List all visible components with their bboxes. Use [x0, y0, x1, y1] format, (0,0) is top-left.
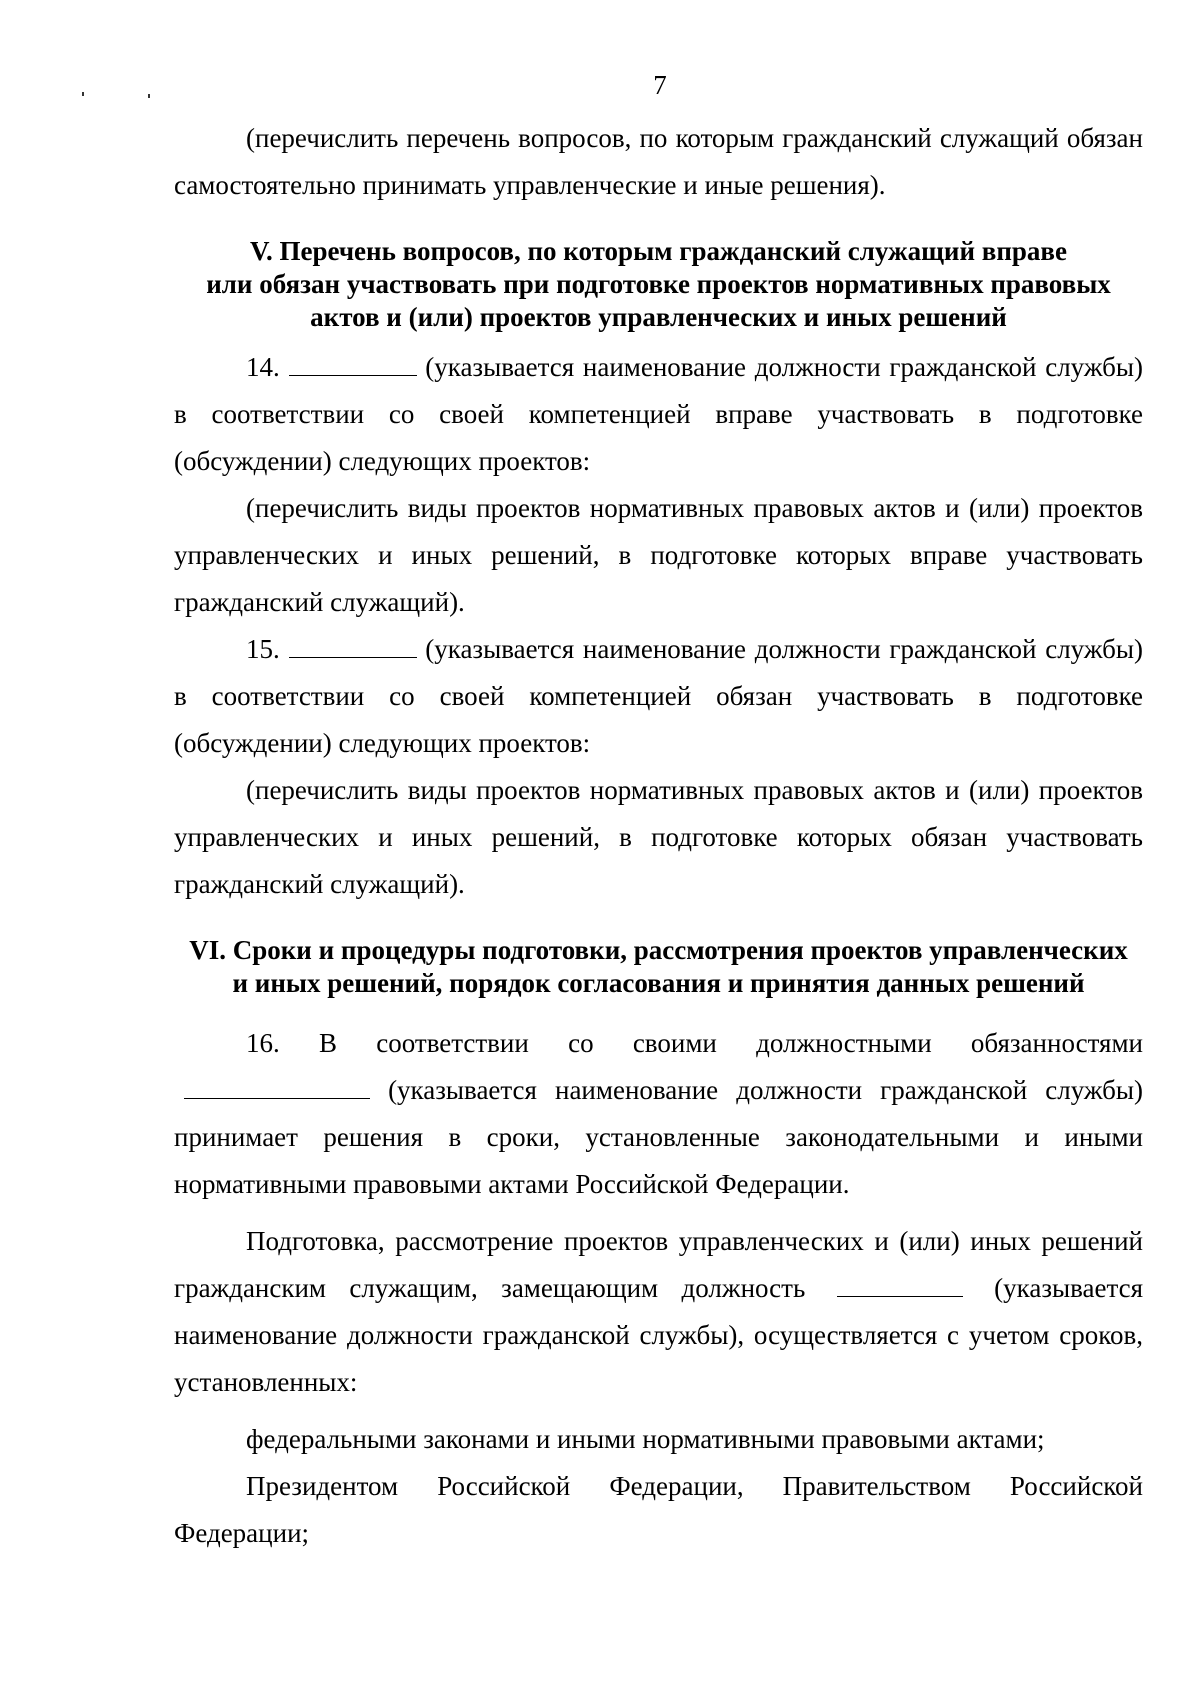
section-vi-heading-line: VI. Сроки и процедуры подготовки, рассмотрения проектов управленческих	[189, 935, 1128, 965]
item-14-note: (перечислить виды проектов нормативных правовых актов и (или) проектов управленческих и иных решений, в подготовке которых вправе участвовать гражданский служащий).	[174, 493, 1143, 617]
section-v-heading	[174, 235, 1143, 334]
section-vi-heading-line: и иных решений, порядок согласования и принятия данных решений	[232, 968, 1085, 998]
section-v-heading-line: актов и (или) проектов управленческих и иных решений	[310, 302, 1007, 332]
preparation-text: (указывается наименование должности гражданской службы), осуществляется с учетом сроков, установленных:	[174, 1273, 1144, 1397]
item-14-text: (указывается наименование должности гражданской службы) в соответствии со своей компетенцией вправе участвовать в подготовке (обсуждении) следующих проектов:	[174, 352, 1143, 476]
preparation-start: Подготовка, рассмотрение проектов управленческих и (или) иных решений гражданским служащим, замещающим должность	[174, 1226, 1143, 1303]
item-15	[174, 626, 1143, 767]
section-v-heading-line: или обязан участвовать при подготовке проектов нормативных правовых	[206, 269, 1111, 299]
item-15-number: 15.	[246, 634, 280, 664]
item-16-start: 16. В соответствии со своими должностными обязанностями	[246, 1028, 1143, 1058]
blank-line	[837, 1274, 963, 1297]
blank-line	[289, 635, 417, 658]
list-item: Президентом Российской Федерации, Правительством Российской Федерации;	[174, 1471, 1143, 1548]
preparation-paragraph	[174, 1218, 1143, 1406]
section-v-heading-line: V. Перечень вопросов, по которым гражданский служащий вправе	[250, 236, 1067, 266]
item-15-note: (перечислить виды проектов нормативных правовых актов и (или) проектов управленческих и иных решений, в подготовке которых обязан участвовать гражданский служащий).	[174, 775, 1143, 899]
list-item: федеральными законами и иными нормативными правовыми актами;	[246, 1424, 1045, 1454]
item-16	[174, 1020, 1143, 1208]
item-14-number: 14.	[246, 352, 280, 382]
item-16-text: (указывается наименование должности гражданской службы) принимает решения в сроки, установленные законодательными и иными нормативными правовыми актами Российской Федерации.	[174, 1075, 1144, 1199]
item-14	[174, 344, 1143, 485]
document-body	[174, 115, 1143, 1557]
section-vi-heading	[174, 934, 1143, 1000]
blank-line	[184, 1076, 370, 1099]
intro-paragraph: (перечислить перечень вопросов, по которым гражданский служащий обязан самостоятельно принимать управленческие и иные решения).	[174, 123, 1143, 200]
blank-line	[289, 353, 417, 376]
page-number: 7	[653, 70, 667, 100]
item-15-text: (указывается наименование должности гражданской службы) в соответствии со своей компетенцией обязан участвовать в подготовке (обсуждении) следующих проектов:	[174, 634, 1143, 758]
